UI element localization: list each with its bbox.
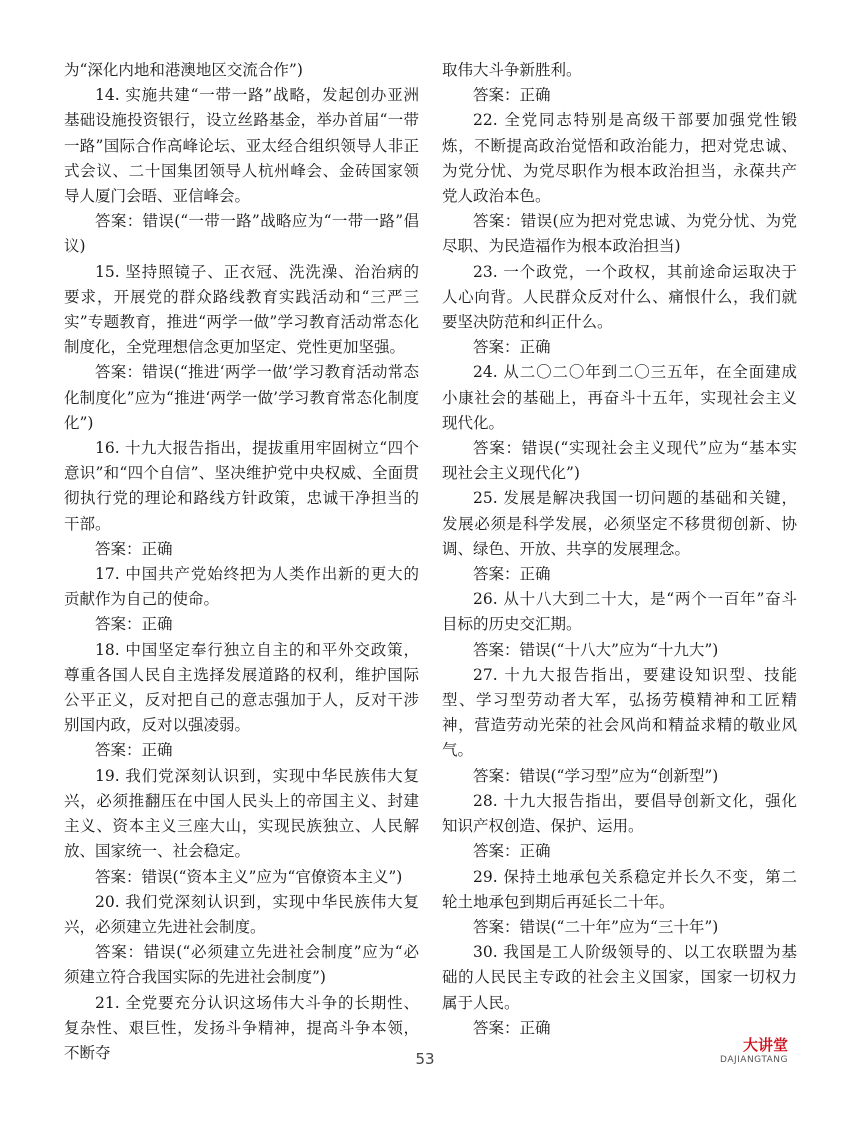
question-paragraph: 15. 坚持照镜子、正衣冠、洗洗澡、治治病的要求，开展党的群众路线教育实践活动和“三严三实”专题教育，推进“两学一做”学习教育活动常态化制度化，全党理想信念更加坚定、党性更加坚强。 [64,262,419,357]
question-paragraph: 21. 全党要充分认识这场伟大斗争的长期性、复杂性、艰巨性，发扬斗争精神，提高斗争本领，不断夺 [64,993,419,1062]
question-paragraph: 29. 保持土地承包关系稳定并长久不变，第二轮土地承包到期后再延长二十年。 [442,867,797,911]
answer-paragraph: 答案：错误(“资本主义”应为“官僚资本主义”) [95,867,403,886]
question-paragraph: 23. 一个政党，一个政权，其前途命运取决于人心向背。人民群众反对什么、痛恨什么，我们就要坚决防范和纠正什么。 [442,262,797,332]
answer-paragraph: 答案：错误(应为把对党忠诚、为党分忧、为党尽职、为民造福作为根本政治担当) [442,212,797,256]
brand-name-en: DAJIANGTANG [720,1055,788,1065]
answer-paragraph: 答案：正确 [473,338,551,357]
question-paragraph: 取伟大斗争新胜利。 [442,61,582,79]
page-number: 53 [415,1050,435,1068]
answer-paragraph: 答案：错误(“学习型”应为“创新型”) [473,766,719,785]
answer-paragraph: 答案：正确 [95,741,173,760]
answer-paragraph: 答案：错误(“推进‘两学一做’学习教育活动常态化制度化”应为“推进‘两学一做’学习教育常态化制度化”) [64,363,419,432]
question-paragraph: 14. 实施共建“一带一路”战略，发起创办亚洲基础设施投资银行，设立丝路基金，举办首届“一带一路”国际合作高峰论坛、亚太经合组织领导人非正式会议、二十国集团领导人杭州峰会、金砖国家领导人厦门会晤、亚信峰会。 [64,86,419,206]
question-paragraph: 26. 从十八大到二十大，是“两个一百年”奋斗目标的历史交汇期。 [442,590,797,634]
answer-paragraph: 答案：正确 [473,86,551,105]
question-paragraph: 18. 中国坚定奉行独立自主的和平外交政策，尊重各国人民自主选择发展道路的权利，维护国际公平正义，反对把自己的意志强加于人，反对干涉别国内政，反对以强凌弱。 [64,640,419,735]
answer-paragraph: 答案：正确 [95,539,173,558]
question-paragraph: 22. 全党同志特别是高级干部要加强党性锻炼，不断提高政治觉悟和政治能力，把对党忠诚、为党分忧、为党尽职作为根本政治担当，永葆共产党人政治本色。 [442,111,797,206]
answer-paragraph: 答案：错误(“十八大”应为“十九大”) [473,640,719,659]
answer-paragraph: 答案：错误(“必须建立先进社会制度”应为“必须建立符合我国实际的先进社会制度”) [64,943,419,987]
question-paragraph: 19. 我们党深刻认识到，实现中华民族伟大复兴，必须推翻压在中国人民头上的帝国主义、封建主义、资本主义三座大山，实现民族独立、人民解放、国家统一、社会稳定。 [64,766,419,861]
question-paragraph: 28. 十九大报告指出，要倡导创新文化，强化知识产权创造、保护、运用。 [442,791,797,836]
question-paragraph: 为“深化内地和港澳地区交流合作”) [64,61,303,79]
question-paragraph: 30. 我国是工人阶级领导的、以工农联盟为基础的人民民主专政的社会主义国家，国家一切权力属于人民。 [442,943,797,1012]
question-paragraph: 24. 从二〇二〇年到二〇三五年，在全面建成小康社会的基础上，再奋斗十五年，实现社会主义现代化。 [442,363,797,432]
brand-logo [718,1036,788,1066]
right-column [442,58,797,1041]
question-paragraph: 16. 十九大报告指出，提拔重用牢固树立“四个意识”和“四个自信”、坚决维护党中央权威、全面贯彻执行党的理论和路线方针政策，忠诚干净担当的干部。 [64,439,419,533]
question-paragraph: 17. 中国共产党始终把为人类作出新的更大的贡献作为自己的使命。 [64,565,419,609]
question-paragraph: 20. 我们党深刻认识到，实现中华民族伟大复兴，必须建立先进社会制度。 [64,892,419,936]
brand-name-cn: 大讲堂 [742,1036,788,1054]
answer-paragraph: 答案：正确 [473,842,551,861]
answer-paragraph: 答案：错误(“一带一路”战略应为“一带一路”倡议) [64,212,419,256]
answer-paragraph: 答案：错误(“实现社会主义现代”应为“基本实现社会主义现代化”) [442,439,797,483]
answer-paragraph: 答案：正确 [473,565,551,584]
answer-paragraph: 答案：正确 [95,615,173,634]
question-paragraph: 27. 十九大报告指出，要建设知识型、技能型、学习型劳动者大军，弘扬劳模精神和工匠精神，营造劳动光荣的社会风尚和精益求精的敬业风气。 [442,665,797,760]
answer-paragraph: 答案：正确 [473,1018,551,1037]
answer-paragraph: 答案：错误(“二十年”应为“三十年”) [473,917,719,936]
question-paragraph: 25. 发展是解决我国一切问题的基础和关键，发展必须是科学发展，必须坚定不移贯彻创新、协调、绿色、开放、共享的发展理念。 [442,489,797,558]
left-column [64,58,419,1066]
